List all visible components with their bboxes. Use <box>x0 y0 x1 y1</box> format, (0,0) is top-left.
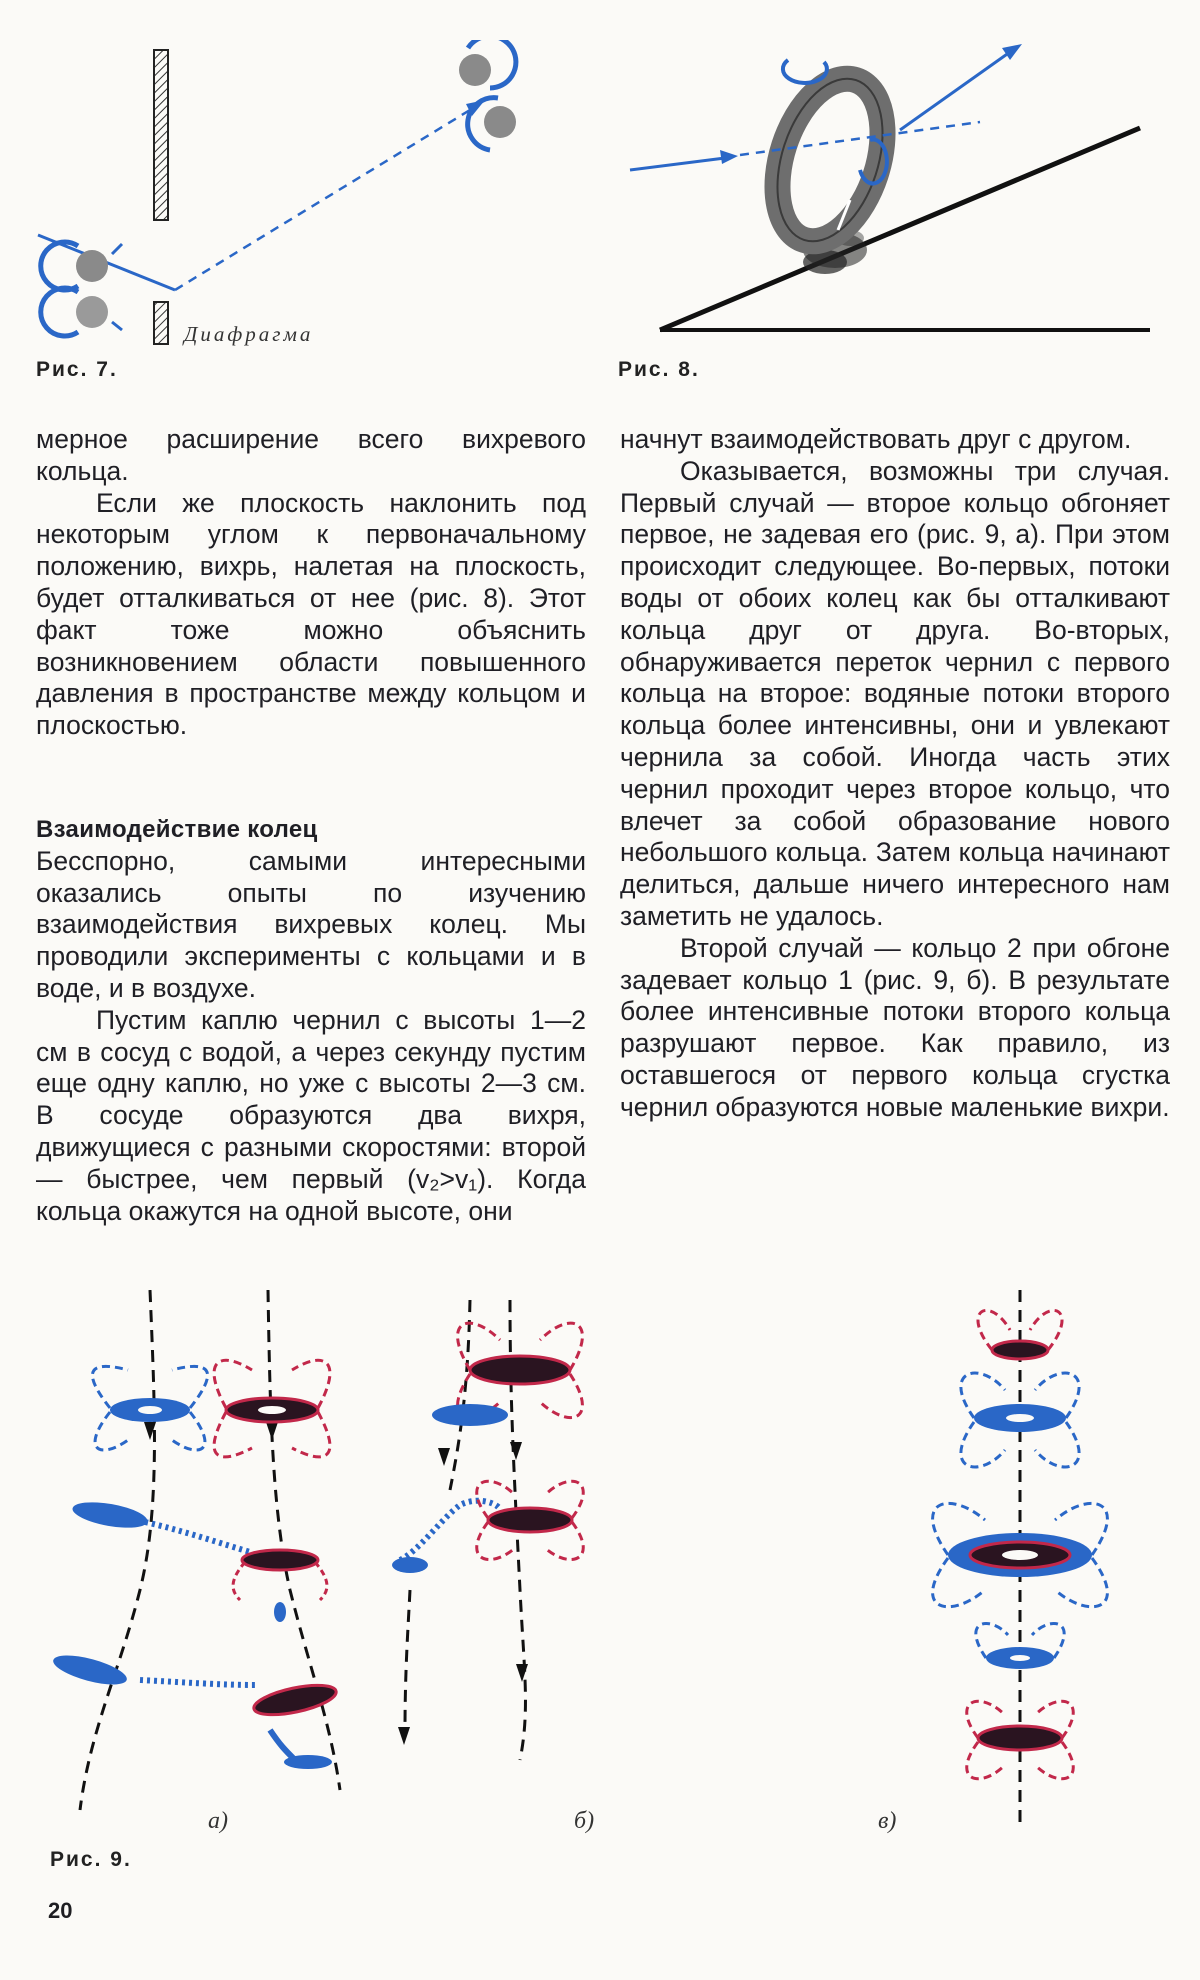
paragraph: начнут взаимодействовать друг с другом. <box>620 424 1132 454</box>
figure-9b-ring-destroyed <box>392 1300 583 1760</box>
figure-9a-rings-pass <box>50 1290 340 1810</box>
paragraph: мерное расширение всего вихревого кольца. <box>36 424 586 486</box>
figure-8-inclined-plane <box>620 40 1180 340</box>
paragraph: Бесспорно, самыми интересными оказались опыты по изучению взаимодействия вихревых колец. Мы проводили эксперименты с кольцами и в воде, и в воздухе. <box>36 845 586 1003</box>
figure-9c-rings-merge <box>933 1290 1108 1830</box>
diaphragm-upper-wall <box>154 50 168 220</box>
figure-9a-label: а) <box>208 1808 228 1834</box>
diaphragm-label: Диафрагма <box>184 322 314 346</box>
diaphragm-lower-wall <box>154 302 168 344</box>
figure-8-caption: Рис. 8. <box>618 358 700 381</box>
paragraph: Пустим каплю чернил с высоты 1—2 см в сосуд с водой, а через секунду пустим еще одну каплю, но уже с высоты 2—3 см. В сосуде образуются два вихря, движущиеся с разными скоростями: второй — быстрее, чем первый (v₂>v₁). Когда кольца окажутся на одной высоте, они <box>36 1004 586 1226</box>
page-number: 20 <box>48 1898 73 1923</box>
paragraph: Если же плоскость наклонить под некоторым углом к первоначальному положению, вихрь, налетая на плоскость, будет отталкиваться от нее (рис. 8). Этот факт тоже можно объяснить возникновением области повышенного давления в пространстве между кольцом и плоскостью. <box>36 487 586 741</box>
vortex-ring-before-diaphragm <box>41 242 122 336</box>
figure-9b-label: б) <box>574 1808 595 1834</box>
figure-9-caption: Рис. 9. <box>50 1848 132 1871</box>
paragraph: Оказывается, возможны три случая. Первый случай — второе кольцо обгоняет первое, не задевая его (рис. 9, а). При этом происходит следующее. Во-первых, потоки воды от обоих колец как бы отталкивают кольца друг от друга. Во-вторых, обнаруживается переток чернил с первого кольца на второе: водяные потоки второго кольца более интенсивны, они и увлекают чернила за собой. Иногда часть этих чернил проходит через второе кольцо, что влечет за собой образование нового небольшого кольца. Затем кольца начинают делиться, дальше ничего интересного нам заметить не удалось. <box>620 455 1170 931</box>
vortex-ring-after-diaphragm <box>459 40 516 150</box>
figure-9-ring-interaction <box>40 1290 1170 1850</box>
figure-9c-label: в) <box>878 1808 897 1834</box>
right-text-column <box>620 424 1170 1124</box>
left-text-column <box>36 424 586 1227</box>
figure-7-diaphragm <box>20 40 580 360</box>
section-heading: Взаимодействие колец <box>36 815 318 843</box>
figure-7-caption: Рис. 7. <box>36 358 118 381</box>
paragraph: Второй случай — кольцо 2 при обгоне задевает кольцо 1 (рис. 9, б). В результате более интенсивные потоки второго кольца разрушают первое. Как правило, из оставшегося от первого кольца сгустка чернил образуются новые маленькие вихри. <box>620 932 1170 1122</box>
